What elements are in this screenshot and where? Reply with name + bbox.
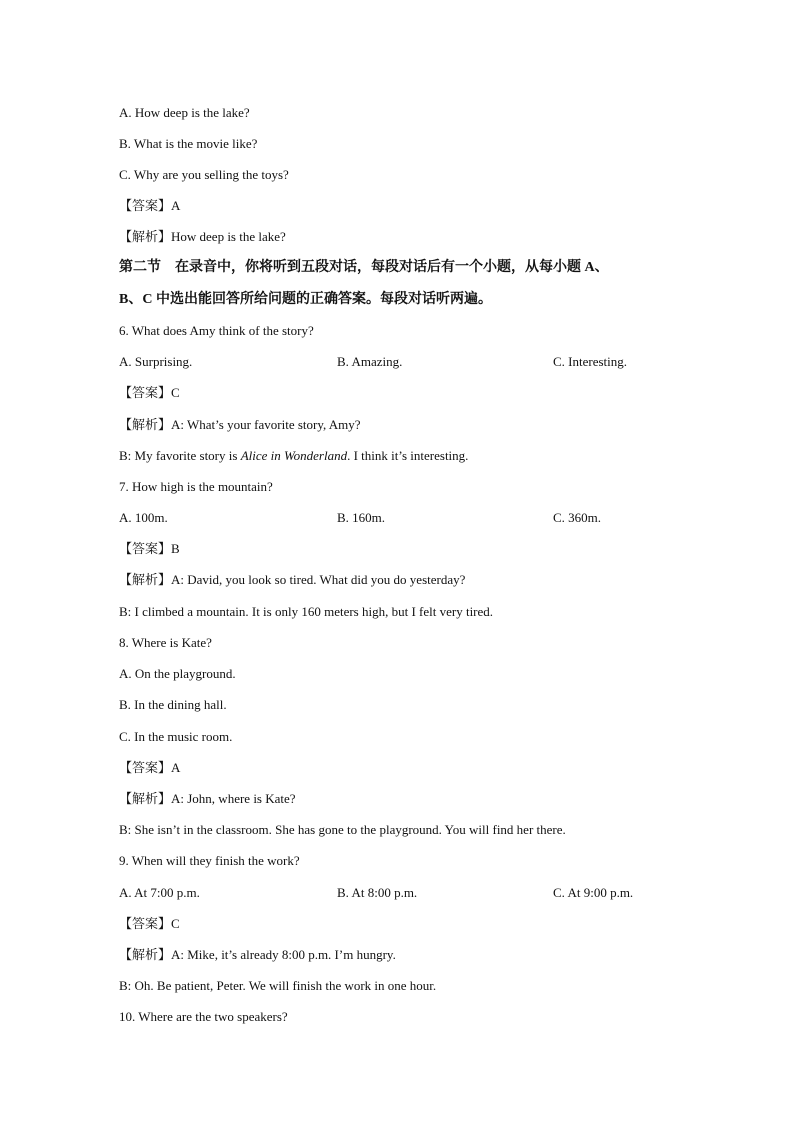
q9-analysis: 【解析】A: Mike, it’s already 8:00 p.m. I’m hungry. bbox=[119, 947, 396, 962]
q8-question: 8. Where is Kate? bbox=[119, 635, 212, 650]
section2-instruction-line1: 第二节 在录音中，你将听到五段对话，每段对话后有一个小题，从每小题 A、 bbox=[119, 260, 609, 275]
prev-analysis: 【解析】How deep is the lake? bbox=[119, 229, 286, 244]
q6-question: 6. What does Amy think of the story? bbox=[119, 323, 314, 338]
q8-option-c: C. In the music room. bbox=[119, 729, 233, 744]
q10-question: 10. Where are the two speakers? bbox=[119, 1009, 288, 1024]
q7-option-b: B. 160m. bbox=[337, 510, 386, 525]
q6-analysis: 【解析】A: What’s your favorite story, Amy? bbox=[119, 417, 361, 432]
q7-option-a: A. 100m. bbox=[119, 510, 168, 525]
q6-dialog-b-prefix: B: My favorite story is bbox=[119, 448, 241, 463]
q9-question: 9. When will they finish the work? bbox=[119, 853, 300, 868]
q6-option-b: B. Amazing. bbox=[337, 354, 403, 369]
q6-dialog-b-suffix: . I think it’s interesting. bbox=[347, 448, 469, 463]
prev-answer: 【答案】A bbox=[119, 198, 181, 213]
q6-options bbox=[119, 354, 739, 370]
q7-answer: 【答案】B bbox=[119, 541, 180, 556]
q9-option-b: B. At 8:00 p.m. bbox=[337, 885, 418, 900]
q9-answer: 【答案】C bbox=[119, 916, 180, 931]
section2-instruction-line2: B、C 中选出能回答所给问题的正确答案。每段对话听两遍。 bbox=[119, 292, 492, 307]
q9-dialog-b: B: Oh. Be patient, Peter. We will finish the work in one hour. bbox=[119, 978, 437, 993]
q6-option-c: C. Interesting. bbox=[553, 354, 628, 369]
q6-answer: 【答案】C bbox=[119, 385, 180, 400]
q8-option-b: B. In the dining hall. bbox=[119, 697, 227, 712]
q9-options bbox=[119, 885, 739, 901]
q8-analysis: 【解析】A: John, where is Kate? bbox=[119, 791, 296, 806]
q8-option-a: A. On the playground. bbox=[119, 666, 236, 681]
q9-option-c: C. At 9:00 p.m. bbox=[553, 885, 634, 900]
q6-dialog-b bbox=[119, 448, 468, 464]
q8-answer: 【答案】A bbox=[119, 760, 181, 775]
prev-option-b: B. What is the movie like? bbox=[119, 136, 258, 151]
prev-option-a: A. How deep is the lake? bbox=[119, 105, 250, 120]
q7-dialog-b: B: I climbed a mountain. It is only 160 meters high, but I felt very tired. bbox=[119, 604, 494, 619]
q6-dialog-b-title: Alice in Wonderland bbox=[240, 448, 348, 463]
q7-options bbox=[119, 510, 739, 526]
q6-option-a: A. Surprising. bbox=[119, 354, 193, 369]
q7-question: 7. How high is the mountain? bbox=[119, 479, 273, 494]
q7-option-c: C. 360m. bbox=[553, 510, 602, 525]
q8-dialog-b: B: She isn’t in the classroom. She has gone to the playground. You will find her there. bbox=[119, 822, 566, 837]
prev-option-c: C. Why are you selling the toys? bbox=[119, 167, 289, 182]
q7-analysis: 【解析】A: David, you look so tired. What did you do yesterday? bbox=[119, 572, 466, 587]
q9-option-a: A. At 7:00 p.m. bbox=[119, 885, 200, 900]
